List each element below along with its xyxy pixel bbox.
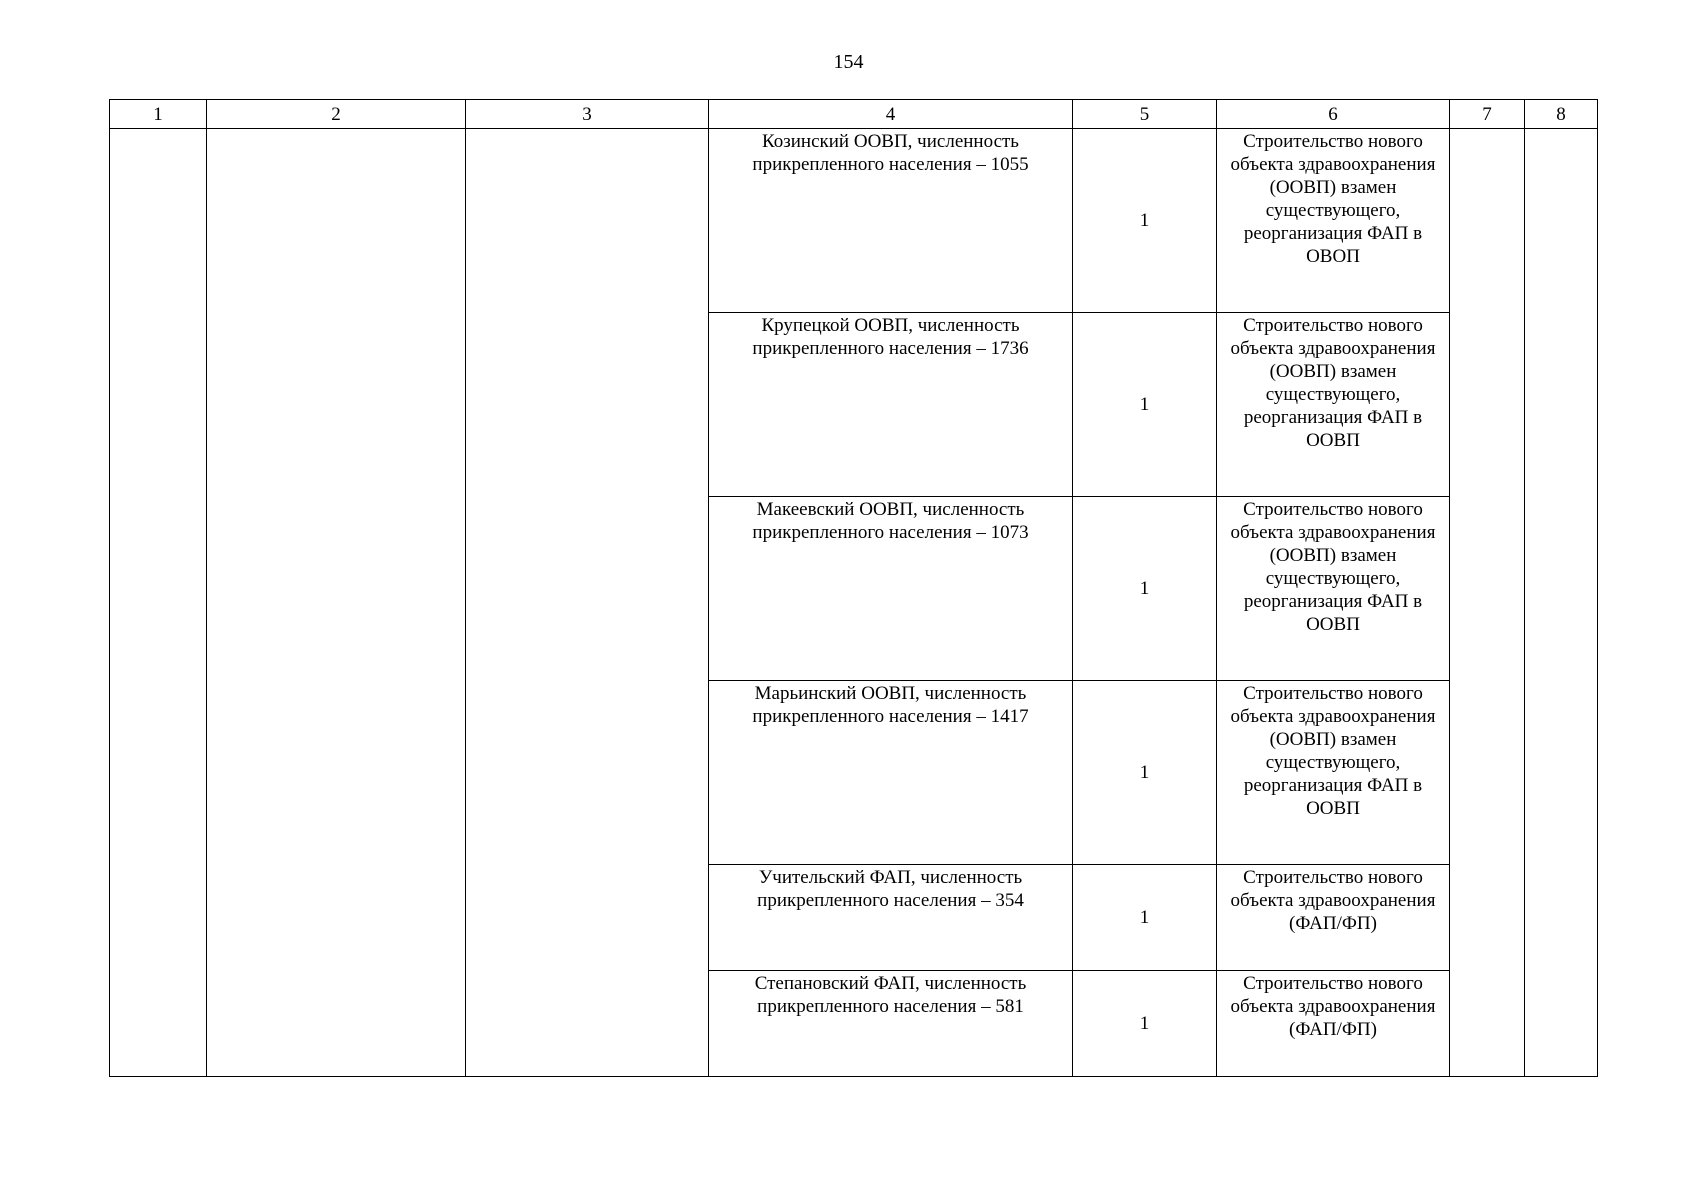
header-col-1: 1	[110, 100, 207, 129]
header-row	[110, 100, 1598, 129]
header-col-3: 3	[466, 100, 709, 129]
count-cell: 1	[1073, 313, 1217, 497]
action-cell: Строительство нового объекта здравоохранения (ООВП) взамен существующего, реорганизация ФАП в ООВП	[1217, 681, 1450, 865]
table-row	[110, 129, 1598, 313]
action-cell: Строительство нового объекта здравоохранения (ООВП) взамен существующего, реорганизация ФАП в ООВП	[1217, 313, 1450, 497]
col-2-cell	[207, 129, 466, 1077]
count-cell: 1	[1073, 497, 1217, 681]
header-col-7: 7	[1450, 100, 1525, 129]
col-1-cell	[110, 129, 207, 1077]
count-cell: 1	[1073, 681, 1217, 865]
col-8-cell	[1525, 129, 1598, 1077]
count-cell: 1	[1073, 971, 1217, 1077]
action-cell: Строительство нового объекта здравоохранения (ФАП/ФП)	[1217, 971, 1450, 1077]
document-table	[109, 99, 1598, 1077]
count-cell: 1	[1073, 129, 1217, 313]
header-col-2: 2	[207, 100, 466, 129]
facility-cell: Учительский ФАП, численность прикрепленного населения – 354	[709, 865, 1073, 971]
header-col-5: 5	[1073, 100, 1217, 129]
facility-cell: Макеевский ООВП, численность прикрепленного населения – 1073	[709, 497, 1073, 681]
header-col-6: 6	[1217, 100, 1450, 129]
facility-cell: Марьинский ООВП, численность прикрепленного населения – 1417	[709, 681, 1073, 865]
page-number: 154	[833, 51, 864, 73]
count-cell: 1	[1073, 865, 1217, 971]
facility-cell: Крупецкой ООВП, численность прикрепленного населения – 1736	[709, 313, 1073, 497]
action-cell: Строительство нового объекта здравоохранения (ФАП/ФП)	[1217, 865, 1450, 971]
action-cell: Строительство нового объекта здравоохранения (ООВП) взамен существующего, реорганизация ФАП в ОВОП	[1217, 129, 1450, 313]
header-col-8: 8	[1525, 100, 1598, 129]
col-3-cell	[466, 129, 709, 1077]
header-col-4: 4	[709, 100, 1073, 129]
facility-cell: Степановский ФАП, численность прикрепленного населения – 581	[709, 971, 1073, 1077]
col-7-cell	[1450, 129, 1525, 1077]
action-cell: Строительство нового объекта здравоохранения (ООВП) взамен существующего, реорганизация ФАП в ООВП	[1217, 497, 1450, 681]
facility-cell: Козинский ООВП, численность прикрепленного населения – 1055	[709, 129, 1073, 313]
